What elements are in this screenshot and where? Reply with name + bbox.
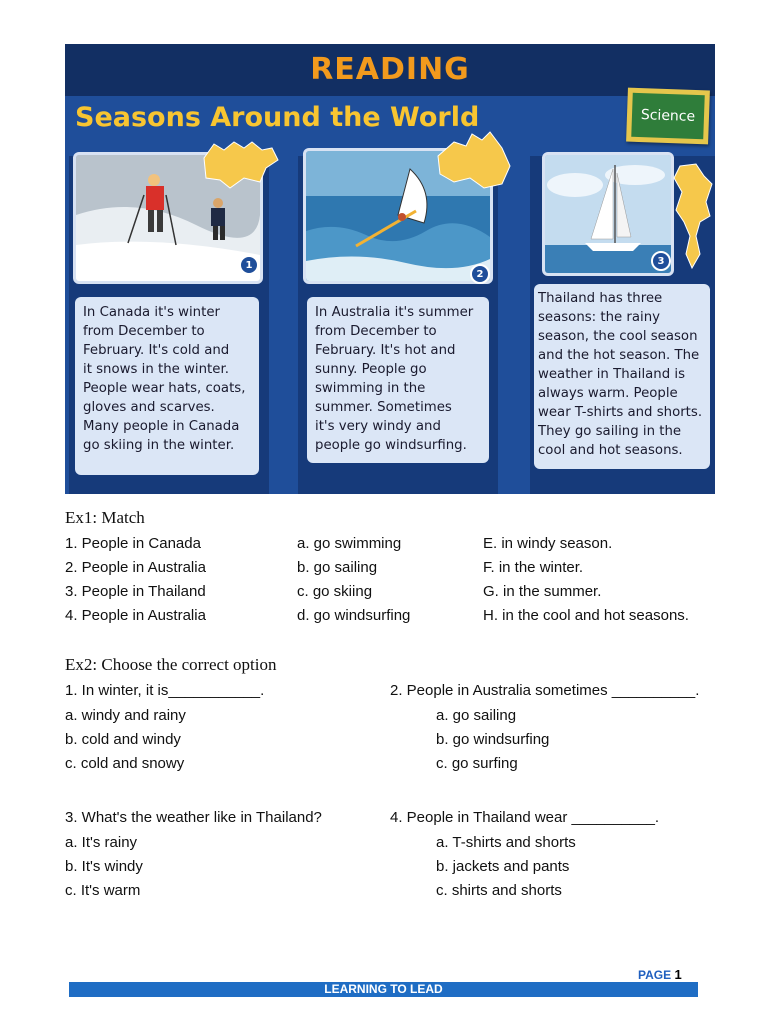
page-label-text: PAGE (638, 968, 672, 982)
reading-banner (65, 44, 715, 494)
card-line: always warm. People (538, 386, 678, 401)
ex2-option: b. It's windy (65, 858, 143, 875)
science-badge (626, 88, 710, 145)
card-text-thailand (534, 284, 710, 469)
card-line: February. It's hot and (315, 343, 456, 358)
ex1-option: a. go swimming (297, 535, 402, 552)
card-line: February. It's cold and (83, 343, 230, 358)
page-number-value: 1 (674, 967, 682, 982)
card-number-badge-3: 3 (651, 251, 671, 271)
card-line: weather in Thailand is (538, 367, 686, 382)
ex1-item: 1. People in Canada (65, 535, 201, 552)
card-line: cool and hot seasons. (538, 443, 683, 458)
card-line: In Australia it's summer (315, 305, 474, 320)
card-line: Many people in Canada (83, 419, 240, 434)
card-line: from December to (315, 324, 437, 339)
card-line: from December to (83, 324, 205, 339)
card-text-canada (75, 297, 259, 475)
ex2-option: b. jackets and pants (436, 858, 570, 875)
ex2-option: a. windy and rainy (65, 707, 186, 724)
card-line: summer. Sometimes (315, 400, 452, 415)
reading-heading: READING (310, 52, 470, 87)
thailand-map-icon (670, 162, 715, 272)
card-line: and the hot season. The (538, 348, 700, 363)
footer-bar: LEARNING TO LEAD (69, 982, 698, 997)
card-line: gloves and scarves. (83, 400, 215, 415)
ex2-option: b. go windsurfing (436, 731, 550, 748)
science-badge-label: Science (631, 93, 704, 139)
card-text-australia (307, 297, 489, 463)
card-line: seasons: the rainy (538, 310, 661, 325)
ex2-option: c. shirts and shorts (436, 882, 562, 899)
canada-map-icon (200, 138, 282, 193)
card-line: In Canada it's winter (83, 305, 220, 320)
ex2-option: c. It's warm (65, 882, 141, 899)
ex2-question-1: 1. In winter, it is___________. (65, 682, 265, 699)
ex2-heading: Ex2: Choose the correct option (65, 655, 277, 674)
ex2-question-4: 4. People in Thailand wear __________. (390, 809, 660, 826)
ex1-phrase: H. in the cool and hot seasons. (483, 607, 689, 624)
ex1-item: 3. People in Thailand (65, 583, 206, 600)
ex1-option: d. go windsurfing (297, 607, 411, 624)
ex1-option: c. go skiing (297, 583, 373, 600)
ex2-option: a. T-shirts and shorts (436, 834, 576, 851)
card-line: People wear hats, coats, (83, 381, 246, 396)
ex1-phrase: G. in the summer. (483, 583, 602, 600)
australia-map-icon (432, 126, 514, 196)
ex1-option: b. go sailing (297, 559, 378, 576)
card-line: wear T-shirts and shorts. (538, 405, 703, 420)
ex1-phrase: F. in the winter. (483, 559, 584, 576)
card-line: people go windsurfing. (315, 438, 467, 453)
ex1-item: 2. People in Australia (65, 559, 206, 576)
card-line: go skiing in the winter. (83, 438, 235, 453)
ex2-option: b. cold and windy (65, 731, 181, 748)
seasons-title: Seasons Around the World (75, 102, 480, 133)
ex1-item: 4. People in Australia (65, 607, 206, 624)
ex2-option: c. go surfing (436, 755, 518, 772)
card-line: season, the cool season (538, 329, 698, 344)
card-line: it's very windy and (315, 419, 441, 434)
ex2-question-2: 2. People in Australia sometimes __________. (390, 682, 700, 699)
card-line: Thailand has three (538, 291, 663, 306)
ex2-option: a. go sailing (436, 707, 517, 724)
page-number (638, 967, 682, 982)
card-line: sunny. People go (315, 362, 427, 377)
card-line: They go sailing in the (538, 424, 682, 439)
card-number-badge-1: 1 (239, 255, 259, 275)
card-line: it snows in the winter. (83, 362, 229, 377)
ex1-heading: Ex1: Match (65, 508, 145, 527)
card-line: swimming in the (315, 381, 426, 396)
ex1-phrase: E. in windy season. (483, 535, 613, 552)
ex2-option: c. cold and snowy (65, 755, 185, 772)
ex2-option: a. It's rainy (65, 834, 138, 851)
card-number-badge-2: 2 (470, 264, 490, 284)
ex2-question-3: 3. What's the weather like in Thailand? (65, 809, 322, 826)
